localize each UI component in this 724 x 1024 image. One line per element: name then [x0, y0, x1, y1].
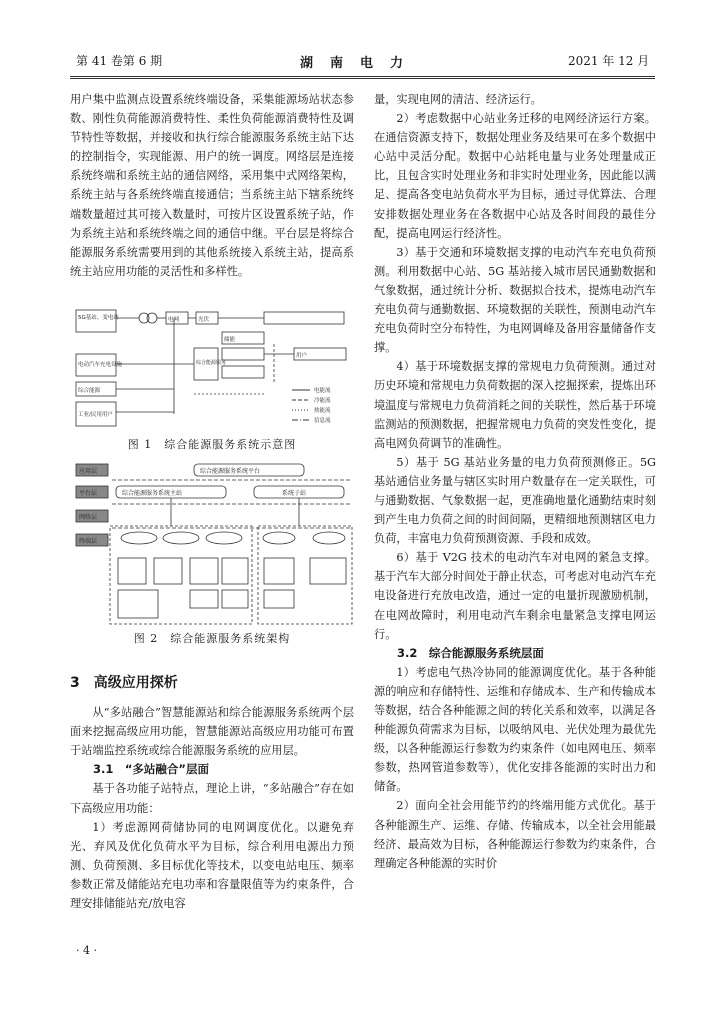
fig1-label: 用户 [296, 353, 308, 359]
paragraph: 2）考虑数据中心站业务迁移的电网经济运行方案。在通信资源支持下，数据处理业务及结果可在多个数据中心站中灵活分配。数据中心站耗电量与业务处理量成正比，且包含实时处理业务和非实时处理业务，因此能以满足、提高各变电站负荷水平为目标，通过寻优算法、合理安排数据处理业务在各数据中心站及各时间段的最佳分配，提高电网运行经济性。 [374, 112, 656, 240]
subsection-3-1-title: 3.1 “多站融合”层面 [93, 762, 209, 777]
fig2-layer-label: 网络层 [79, 514, 98, 521]
paragraph: 1）考虑源网荷储协同的电网调度优化。以避免弃光、弃风及优化负荷水平为目标，综合利用电源出力预测、负荷预测、多目标优化等技术，以变电站电压、频率参数正常及储能站充电功率和容量限值等为约束条件，合理安排储能站充/放电容 [70, 820, 354, 911]
paragraph: 用户集中监测点设置系统终端设备，采集能源场站状态参数、刚性负荷能源消费特性、柔性负荷能源消费特性及调节特性等数据，并接收和执行综合能源服务系统主站下达的控制指令，实现能源、用户的统一调度。网络层是连接系统终端和系统主站的通信网络，采用集中式网络架构，系统主站与各系统终端直接通信；当系统主站下辖系统终端数量超过其可接入数量时，可按片区设置系统子站，作为系统主站和系统终端之间的通信中继。平台层是将综合能源服务系统需要用到的其他系统接入系统主站，提高系统主站应用功能的灵活性和多样性。 [70, 93, 354, 278]
fig2-label: 系统子站 [282, 490, 307, 497]
fig1-label: 电网 [168, 317, 180, 323]
paragraph: 从“多站融合”智慧能源站和综合能源服务系统两个层面来挖掘高级应用功能，智慧能源站高级应用功能可布置于站端监控系统或综合能源服务系统的应用层。 [70, 706, 354, 758]
journal-volume: 第 41 卷第 6 期 [76, 54, 163, 68]
fig1-box [76, 310, 116, 332]
section-3-title: 3 高级应用探析 [70, 675, 178, 691]
header-rule [70, 76, 655, 77]
fig2-layer-label: 应用层 [79, 468, 98, 475]
section-3 [70, 660, 354, 913]
figure-2-diagram [74, 458, 354, 628]
paragraph: 量，实现电网的清洁、经济运行。 [374, 93, 542, 106]
fig2-layer-label: 平台层 [79, 490, 98, 497]
subsection-3-2-title: 3.2 综合能源服务系统层面 [397, 645, 544, 660]
fig1-legend: 冷能流 [314, 398, 331, 404]
figure-1-caption: 图 1 综合能源服务系统示意图 [127, 438, 297, 451]
fig1-legend: 电能流 [314, 388, 331, 394]
paragraph: 基于各功能子站特点，理论上讲，“多站融合”存在如下高级应用功能： [70, 782, 354, 815]
page-number: · 4 · [76, 944, 97, 957]
issue-date: 2021 年 12 月 [568, 54, 650, 68]
paragraph: 5）基于 5G 基站业务量的电力负荷预测修正。5G 基站通信业务量与辖区实时用户数量存在一定关联性，可与通勤数据、气象数据一起，更准确地量化通勤结束时刻到产生电力负荷之间的时间间隔，更精细地预测辖区电力负荷，丰富电力负荷预测资源、手段和成效。 [374, 455, 656, 546]
fig1-legend: 热能流 [314, 408, 331, 414]
fig1-label: 5G基站、变电站 [78, 315, 119, 321]
right-column [374, 90, 656, 873]
fig1-label: 光伏 [198, 317, 210, 323]
fig2-layer-label: 终端层 [79, 538, 98, 545]
fig1-legend: 信息流 [314, 418, 331, 424]
figure-2-caption: 图 2 综合能源服务系统架构 [133, 632, 291, 645]
left-column-top [70, 90, 354, 281]
fig1-label: 综合能源 [78, 388, 101, 394]
journal-title: 湖 南 电 力 [300, 56, 406, 71]
fig1-label: 工业/民用用户 [78, 412, 113, 418]
fig1-label: 电动汽车充电设施 [78, 362, 123, 368]
fig1-label: 综合能源服务 [196, 360, 227, 366]
paragraph: 3）基于交通和环境数据支撑的电动汽车充电负荷预测。利用数据中心站、5G 基站接入城市居民通勤数据和气象数据，通过统计分析、数据拟合技术，提炼电动汽车充电负荷与通勤数据、环境数据的关联性，预测电动汽车充电负荷时空分布特性，为电网调峰及备用容量储备作支撑。 [374, 245, 656, 355]
paragraph: 1）考虑电气热冷协同的能源调度优化。基于各种能源的响应和存储特性、运维和存储成本、生产和传输成本等数据，结合各种能源之间的转化关系和效率，以满足各种能源负荷需求为目标，以吸纳风电、光伏处理为最优先级，以各种能源运行参数为约束条件（如电网电压、频率参数，热网管道参数等），优化安排各能源的实时出力和储备。 [374, 665, 656, 794]
header-rule-2 [70, 78, 655, 79]
paragraph: 2）面向全社会用能节约的终端用能方式优化。基于各种能源生产、运维、存储、传输成本，以全社会用能最经济、最高效为目标，各种能源运行参数为约束条件，合理确定各种能源的实时价 [374, 799, 656, 870]
fig2-label: 综合能源服务系统平台 [200, 468, 261, 475]
fig1-label: 储能 [224, 337, 236, 343]
paragraph: 6）基于 V2G 技术的电动汽车对电网的紧急支撑。基于汽车大部分时间处于静止状态，可考虑对电动汽车充电设备进行充放电改造，通过一定的电量折现激励机制，在电网故障时，利用电动汽车剩余电量紧急支撑电网运行。 [374, 551, 656, 641]
figure-1-diagram [74, 304, 354, 432]
fig2-label: 综合能源服务系统主站 [122, 490, 183, 497]
paragraph: 4）基于环境数据支撑的常规电力负荷预测。通过对历史环境和常规电力负荷数据的深入挖掘探索，提炼出环境温度与常规电力负荷消耗之间的关联性，然后基于环境监测站的预测数据，把握常规电力负荷的突发性变化，提高电网负荷调节的准确性。 [374, 360, 656, 450]
